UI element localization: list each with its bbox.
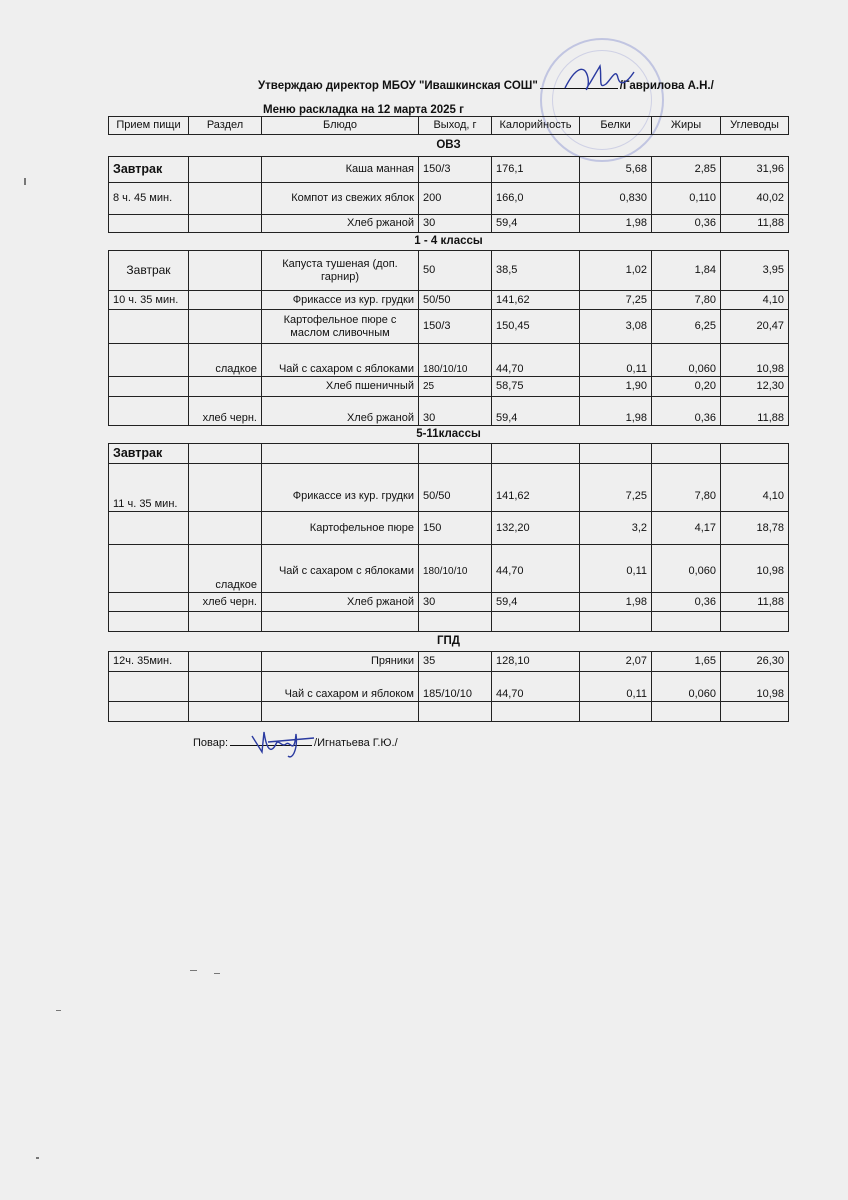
fat-cell: 6,25 [652, 310, 721, 344]
col-kcal: Калорийность [492, 117, 580, 135]
section-cell [189, 444, 262, 464]
kcal-cell: 176,1 [492, 157, 580, 183]
approval-line [258, 78, 714, 92]
carbs-cell: 3,95 [721, 251, 789, 291]
protein-cell: 0,11 [580, 672, 652, 702]
section-cell [189, 251, 262, 291]
carbs-cell [721, 444, 789, 464]
menu-table [108, 116, 789, 722]
kcal-cell: 59,4 [492, 215, 580, 233]
section-title: 5-11классы [109, 426, 789, 444]
protein-cell: 1,02 [580, 251, 652, 291]
dish-cell: Хлеб ржаной [262, 215, 419, 233]
dish-cell: Хлеб ржаной [262, 397, 419, 426]
col-dish: Блюдо [262, 117, 419, 135]
director-name: /Гаврилова А.Н./ [619, 80, 714, 92]
dish-cell: Чай с сахаром с яблоками [262, 545, 419, 593]
yield-cell: 150/3 [419, 310, 492, 344]
col-fat: Жиры [652, 117, 721, 135]
protein-cell: 5,68 [580, 157, 652, 183]
meal-cell [109, 377, 189, 397]
yield-cell: 25 [419, 377, 492, 397]
scan-speck [56, 1010, 61, 1011]
fat-cell: 4,17 [652, 512, 721, 545]
kcal-cell: 166,0 [492, 183, 580, 215]
kcal-cell: 150,45 [492, 310, 580, 344]
protein-cell: 3,2 [580, 512, 652, 545]
table-row [109, 652, 789, 672]
yield-cell: 30 [419, 215, 492, 233]
table-row [109, 593, 789, 612]
section-cell [189, 672, 262, 702]
approval-text: Утверждаю директор МБОУ "Ивашкинская СОШ" [258, 80, 538, 92]
col-carbs: Углеводы [721, 117, 789, 135]
section-cell: хлеб черн. [189, 593, 262, 612]
meal-cell: Завтрак [109, 157, 189, 183]
carbs-cell: 10,98 [721, 344, 789, 377]
table-row [109, 183, 789, 215]
table-row-empty [109, 612, 789, 632]
protein-cell: 1,98 [580, 215, 652, 233]
section-cell [189, 157, 262, 183]
yield-cell: 35 [419, 652, 492, 672]
kcal-cell: 44,70 [492, 545, 580, 593]
kcal-cell: 141,62 [492, 464, 580, 512]
kcal-cell: 38,5 [492, 251, 580, 291]
protein-cell: 7,25 [580, 464, 652, 512]
dish-cell: Чай с сахаром и яблоком [262, 672, 419, 702]
kcal-cell: 128,10 [492, 652, 580, 672]
section-cell [189, 291, 262, 310]
protein-cell: 0,11 [580, 344, 652, 377]
table-row [109, 215, 789, 233]
section-cell [189, 512, 262, 545]
yield-cell: 50/50 [419, 464, 492, 512]
cook-name: /Игнатьева Г.Ю./ [314, 737, 398, 749]
carbs-cell: 20,47 [721, 310, 789, 344]
carbs-cell: 11,88 [721, 397, 789, 426]
section-cell [189, 377, 262, 397]
table-row [109, 545, 789, 593]
yield-cell: 50 [419, 251, 492, 291]
carbs-cell: 10,98 [721, 545, 789, 593]
fat-cell: 0,20 [652, 377, 721, 397]
scan-speck [214, 973, 220, 974]
dish-cell: Картофельное пюре [262, 512, 419, 545]
table-row [109, 251, 789, 291]
meal-cell: 8 ч. 45 мин. [109, 183, 189, 215]
section-cell [189, 652, 262, 672]
dish-cell: Картофельное пюре с маслом сливочным [262, 310, 419, 344]
carbs-cell: 4,10 [721, 464, 789, 512]
carbs-cell: 12,30 [721, 377, 789, 397]
meal-cell [109, 310, 189, 344]
dish-cell: Чай с сахаром с яблоками [262, 344, 419, 377]
meal-cell [109, 512, 189, 545]
kcal-cell: 132,20 [492, 512, 580, 545]
protein-cell: 7,25 [580, 291, 652, 310]
meal-cell [109, 215, 189, 233]
yield-cell: 50/50 [419, 291, 492, 310]
fat-cell: 0,36 [652, 397, 721, 426]
fat-cell: 0,110 [652, 183, 721, 215]
table-row [109, 672, 789, 702]
yield-cell: 180/10/10 [419, 545, 492, 593]
col-section: Раздел [189, 117, 262, 135]
meal-cell: Завтрак [109, 444, 189, 464]
kcal-cell: 58,75 [492, 377, 580, 397]
section-ovz [109, 135, 789, 157]
dish-cell: Хлеб пшеничный [262, 377, 419, 397]
fat-cell: 2,85 [652, 157, 721, 183]
meal-cell [109, 397, 189, 426]
protein-cell: 1,98 [580, 397, 652, 426]
table-row [109, 344, 789, 377]
dish-cell: Капуста тушеная (доп. гарнир) [262, 251, 419, 291]
section-cell [189, 183, 262, 215]
section-gpd [109, 632, 789, 652]
protein-cell: 0,11 [580, 545, 652, 593]
meal-cell [109, 344, 189, 377]
fat-cell: 1,84 [652, 251, 721, 291]
fat-cell: 0,36 [652, 215, 721, 233]
col-protein: Белки [580, 117, 652, 135]
fat-cell [652, 444, 721, 464]
protein-cell: 1,90 [580, 377, 652, 397]
table-row [109, 310, 789, 344]
menu-title: Меню раскладка на 12 марта 2025 г [263, 104, 464, 116]
yield-cell [419, 444, 492, 464]
dish-cell: Фрикассе из кур. грудки [262, 291, 419, 310]
meal-cell: 10 ч. 35 мин. [109, 291, 189, 310]
protein-cell: 2,07 [580, 652, 652, 672]
yield-cell: 185/10/10 [419, 672, 492, 702]
meal-cell: 11 ч. 35 мин. [109, 464, 189, 512]
director-signature [560, 58, 640, 100]
table-row [109, 377, 789, 397]
cook-label: Повар: [193, 737, 229, 749]
yield-cell: 150 [419, 512, 492, 545]
kcal-cell: 59,4 [492, 397, 580, 426]
carbs-cell: 31,96 [721, 157, 789, 183]
yield-cell: 150/3 [419, 157, 492, 183]
section-title: ОВЗ [109, 135, 789, 157]
section-cell: сладкое [189, 344, 262, 377]
table-row [109, 444, 789, 464]
fat-cell: 0,060 [652, 545, 721, 593]
section-title: ГПД [109, 632, 789, 652]
dish-cell [262, 444, 419, 464]
dish-cell: Фрикассе из кур. грудки [262, 464, 419, 512]
fat-cell: 7,80 [652, 291, 721, 310]
table-row [109, 157, 789, 183]
section-title: 1 - 4 классы [109, 233, 789, 251]
kcal-cell: 141,62 [492, 291, 580, 310]
carbs-cell: 11,88 [721, 593, 789, 612]
kcal-cell: 59,4 [492, 593, 580, 612]
carbs-cell: 40,02 [721, 183, 789, 215]
yield-cell: 180/10/10 [419, 344, 492, 377]
protein-cell [580, 444, 652, 464]
dish-cell: Пряники [262, 652, 419, 672]
table-row [109, 291, 789, 310]
protein-cell: 0,830 [580, 183, 652, 215]
col-meal: Прием пищи [109, 117, 189, 135]
fat-cell: 0,36 [652, 593, 721, 612]
scan-speck [36, 1157, 39, 1159]
scan-speck [24, 178, 26, 185]
section-cell [189, 215, 262, 233]
table-row [109, 464, 789, 512]
section-cell [189, 464, 262, 512]
meal-cell [109, 545, 189, 593]
yield-cell: 200 [419, 183, 492, 215]
section-cell: сладкое [189, 545, 262, 593]
fat-cell: 7,80 [652, 464, 721, 512]
dish-cell: Компот из свежих яблок [262, 183, 419, 215]
table-row [109, 397, 789, 426]
col-yield: Выход, г [419, 117, 492, 135]
dish-cell: Каша манная [262, 157, 419, 183]
section-cell: хлеб черн. [189, 397, 262, 426]
kcal-cell [492, 444, 580, 464]
dish-cell: Хлеб ржаной [262, 593, 419, 612]
cook-signature [248, 726, 318, 762]
carbs-cell: 11,88 [721, 215, 789, 233]
section-grades-1-4 [109, 233, 789, 251]
kcal-cell: 44,70 [492, 672, 580, 702]
header-row [109, 117, 789, 135]
fat-cell: 1,65 [652, 652, 721, 672]
table-row [109, 512, 789, 545]
protein-cell: 3,08 [580, 310, 652, 344]
meal-cell [109, 593, 189, 612]
kcal-cell: 44,70 [492, 344, 580, 377]
meal-cell [109, 672, 189, 702]
yield-cell: 30 [419, 397, 492, 426]
section-cell [189, 310, 262, 344]
carbs-cell: 10,98 [721, 672, 789, 702]
yield-cell: 30 [419, 593, 492, 612]
section-grades-5-11 [109, 426, 789, 444]
scan-speck [190, 970, 197, 971]
carbs-cell: 18,78 [721, 512, 789, 545]
table-row-empty [109, 702, 789, 722]
fat-cell: 0,060 [652, 344, 721, 377]
meal-cell: 12ч. 35мин. [109, 652, 189, 672]
meal-cell: Завтрак [109, 251, 189, 291]
carbs-cell: 26,30 [721, 652, 789, 672]
carbs-cell: 4,10 [721, 291, 789, 310]
protein-cell: 1,98 [580, 593, 652, 612]
fat-cell: 0,060 [652, 672, 721, 702]
